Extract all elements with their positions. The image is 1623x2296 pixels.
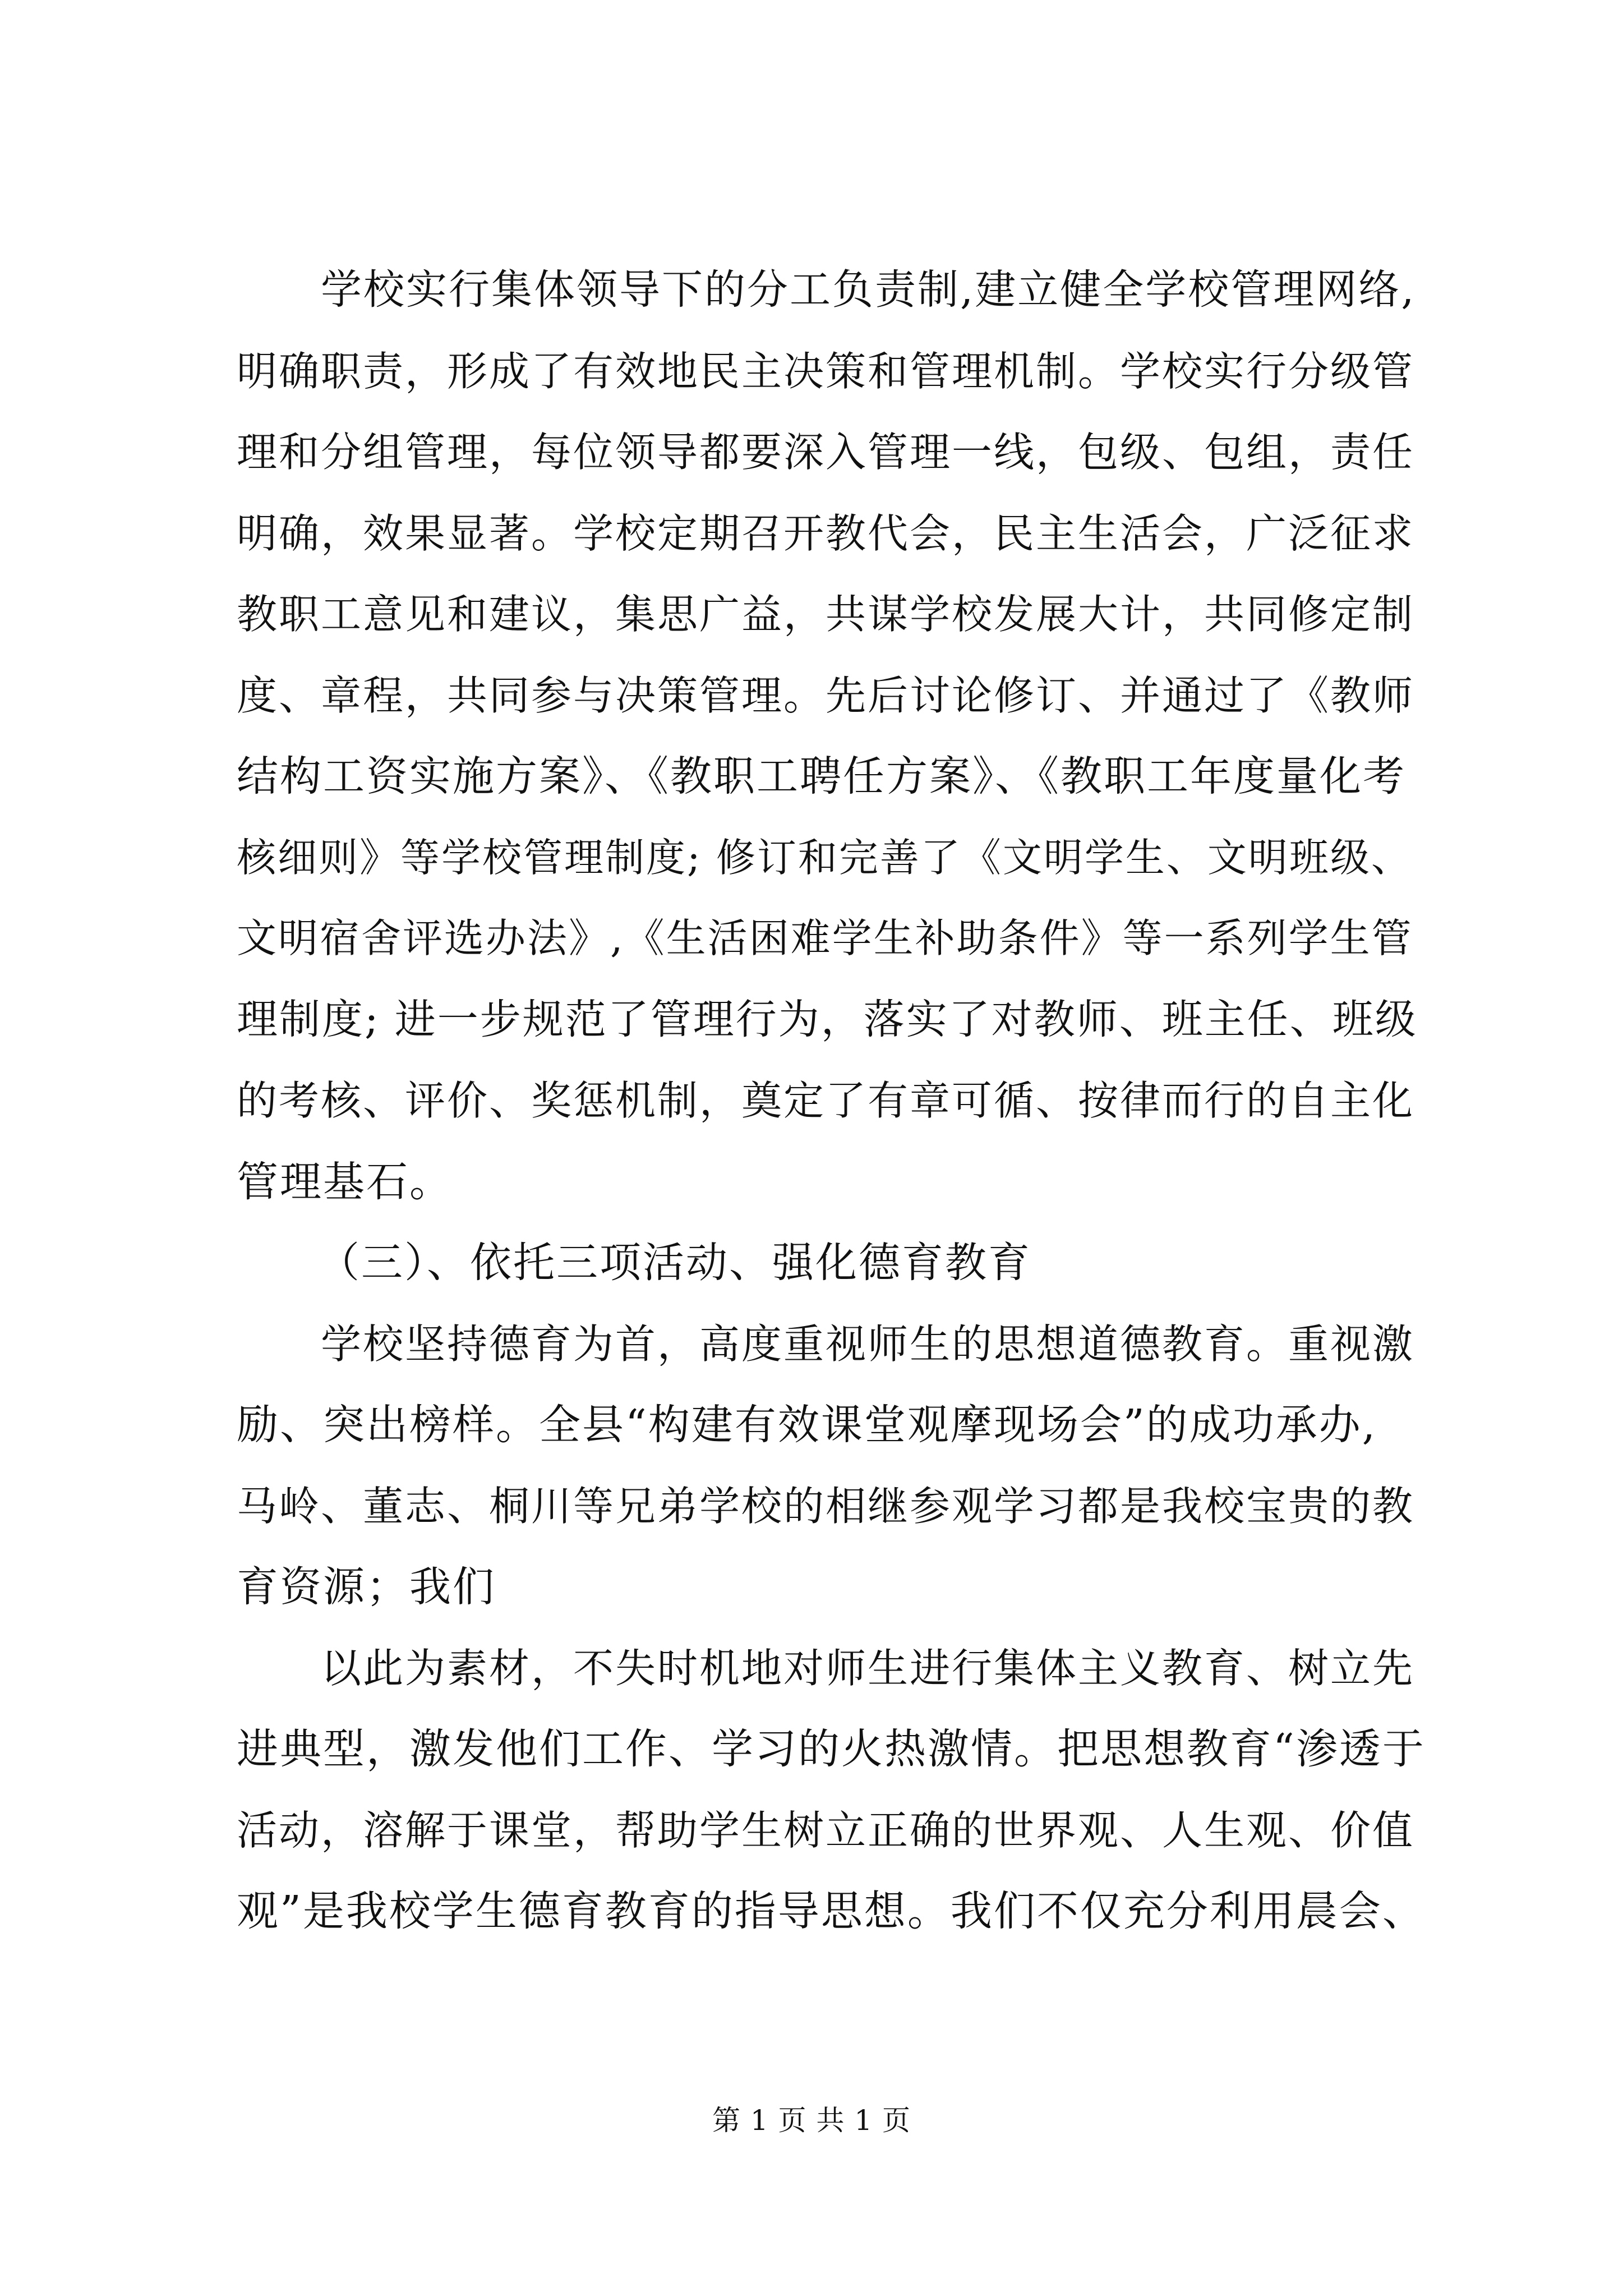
text-line: 活动，溶解于课堂，帮助学生树立正确的世界观、人生观、价值 [237, 1806, 1415, 1854]
text-line: 的考核、评价、奖惩机制，奠定了有章可循、按律而行的自主化 [237, 1077, 1415, 1124]
text-line: 进典型，激发他们工作、学习的火热激情。把思想教育“渗透于 [237, 1725, 1426, 1773]
page-footer: 第 1 页 共 1 页 [712, 2104, 911, 2137]
text-line: 以此为素材，不失时机地对师生进行集体主义教育、树立先 [321, 1644, 1415, 1692]
text-line: 度、章程，共同参与决策管理。先后讨论修订、并通过了《教师 [237, 671, 1415, 719]
text-line: 观”是我校学生德育教育的指导思想。我们不仅充分利用晨会、 [237, 1887, 1426, 1935]
text-line: 学校坚持德育为首，高度重视师生的思想道德教育。重视激 [321, 1320, 1415, 1368]
text-line: 马岭、董志、桐川等兄弟学校的相继参观学习都是我校宝贵的教 [237, 1482, 1415, 1530]
text-line: 核细则》等学校管理制度; 修订和完善了《文明学生、文明班级、 [237, 834, 1412, 881]
text-line: 明确职责，形成了有效地民主决策和管理机制。学校实行分级管 [237, 347, 1415, 395]
text-line: 明确，效果显著。学校定期召开教代会，民主生活会，广泛征求 [237, 509, 1415, 557]
text-line: 学校实行集体领导下的分工负责制,建立健全学校管理网络, [321, 266, 1416, 314]
text-line: 管理基石。 [237, 1157, 453, 1206]
text-line: 结构工资实施方案》、《教职工聘任方案》、《教职工年度量化考 [237, 752, 1406, 800]
document-body [237, 250, 1426, 1952]
text-line: 理和分组管理，每位领导都要深入管理一线，包级、包组，责任 [237, 429, 1415, 476]
text-line: 教职工意见和建议，集思广益，共谋学校发展大计，共同修定制 [237, 591, 1415, 638]
text-line: 文明宿舍评选办法》,《生活困难学生补助条件》等一系列学生管 [237, 915, 1413, 961]
section-heading: （三）、依托三项活动、强化德育教育 [318, 1239, 1031, 1287]
text-line: 育资源；我们 [237, 1563, 496, 1611]
text-line: 理制度; 进一步规范了管理行为，落实了对教师、班主任、班级 [237, 995, 1418, 1043]
text-line: 励、突出榜样。全县“构建有效课堂观摩现场会”的成功承办, [237, 1401, 1377, 1449]
